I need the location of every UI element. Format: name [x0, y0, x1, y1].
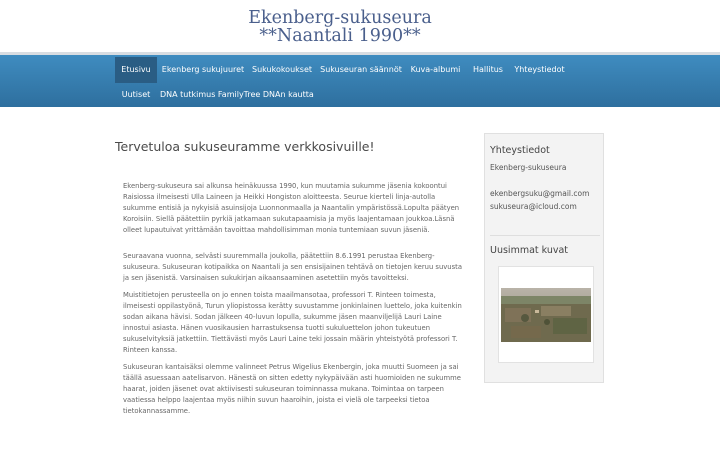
contact-name: Ekenberg-sukuseura: [490, 163, 567, 172]
nav-item-kuva-albumi[interactable]: Kuva-albumi: [410, 65, 461, 74]
main-navigation: [0, 55, 720, 107]
nav-item-etusivu[interactable]: Etusivu: [115, 57, 157, 83]
nav-item-dna-tutkimus[interactable]: DNA tutkimus FamilyTree DNAn kautta: [160, 90, 314, 99]
intro-paragraph-4: Sukuseuran kantaisäksi olemme valinneet Petrus Wigelius Ekenbergin, joka muutti Suomeen ja sai täällä asuessaan aatelisarvon. Hänestä on sitten edetty nykypäivään asti huomioiden ne sukumme haarat, joiden jäsenet ovat aktiivisesti sukuseuran toiminnassa mukana. Toimintaa on tarpeen vaatiessa helppo laajentaa myös niihin suvun haaroihin, joista ei vielä ole tarpeeksi tietoa tietokannassamme.: [123, 363, 461, 415]
intro-paragraph-2: Seuraavana vuonna, selvästi suuremmalla joukolla, päätettiin 8.6.1991 perustaa Ekenberg-sukuseura. Sukuseuran kotipaikka on Naantali ja sen ensisijainen tehtävä on tietojen keruu suvusta ja sen jäsenistä. Varsinaisen sukukirjan aikaansaaminen asetettiin myös tavoitteksi.: [123, 252, 462, 282]
nav-item-yhteystiedot[interactable]: Yhteystiedot: [514, 65, 565, 74]
sidebar: [484, 133, 604, 383]
nav-item-sukuseuran-saannot[interactable]: Sukuseuran säännöt: [320, 65, 402, 74]
contact-heading: Yhteystiedot: [490, 145, 550, 156]
intro-paragraph-3: Muistitietojen perusteella on jo ennen toista maailmansotaa, professori T. Rinteen toimesta, ilmeisesti oppilastyönä, Turun yliopistossa kerätty suvustamme jonkinlainen luettelo, joka kuitenkin sodan aikana hävisi. Sodan jälkeen 40-luvun lopulla, sukumme jäsen maanviljelijä Lauri Laine innostui asiasta. Hänen vuosikausien harrastuksensa tuotti sukuluettelon johon tukeutuen sukuselvityksiä jatkettiin. Tiettävästi myös Lauri Laine teki jossain määrin yhteistyötä professori T. Rinteen kanssa.: [123, 291, 462, 354]
page-title: Tervetuloa sukuseuramme verkkosivuille!: [115, 139, 375, 154]
site-header: [0, 0, 720, 52]
nav-item-sukukokoukset[interactable]: Sukukokoukset: [251, 65, 313, 74]
intro-paragraph-1: Ekenberg-sukuseura sai alkunsa heinäkuussa 1990, kun muutamia sukumme jäsenia kokoontui Raisiossa ilmeisesti Ulla Laineen ja Heikki Hongiston aloitteesta. Seurue kierteli linja-autolla sukumme entisiä ja nykyisiä asuinsijoja Luonnonmaalla ja Naantalin ympäristössä.Lopulta päätyen Koroisiin. Siellä päätettiin pyrkiä jatkamaan sukutapaamisia ja myös laajentamaan joukkoa.Läsnä olleet lupautuivat yrittämään tavoittaa mahdollisimman monia tuntemiaan suvun jäseniä.: [123, 182, 460, 234]
nav-item-uutiset[interactable]: Uutiset: [121, 90, 151, 99]
latest-images-heading: Uusimmat kuvat: [490, 245, 569, 256]
contact-email-2[interactable]: sukuseura@icloud.com: [490, 202, 577, 211]
nav-item-hallitus[interactable]: Hallitus: [473, 65, 503, 74]
sidebar-divider: [490, 235, 600, 236]
nav-item-ekenberg-sukujuuret[interactable]: Ekenberg sukujuuret: [161, 65, 245, 74]
site-title-line1[interactable]: Ekenberg-sukuseura: [248, 8, 432, 28]
contact-email-1[interactable]: ekenbergsuku@gmail.com: [490, 189, 590, 198]
site-title-line2[interactable]: **Naantali 1990**: [259, 26, 421, 46]
aerial-photo-thumbnail[interactable]: [501, 288, 591, 342]
latest-image-card[interactable]: [498, 266, 594, 363]
